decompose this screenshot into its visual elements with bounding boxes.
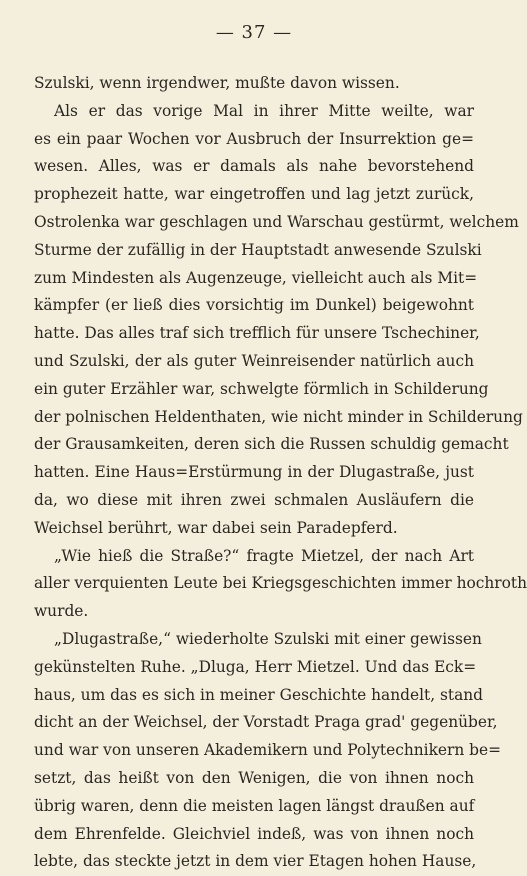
- text-line: „Wie hieß die Straße?“ fragte Mietzel, der nach Art: [54, 546, 474, 565]
- text-line: hatte. Das alles traf sich trefflich für unsere Tschechiner,: [34, 324, 480, 343]
- text-line: zum Mindesten als Augenzeuge, vielleicht auch als Mit=: [34, 268, 478, 287]
- text-line: Ostrolenka war geschlagen und Warschau gestürmt, welchem: [34, 212, 519, 231]
- text-line: der polnischen Heldenthaten, wie nicht minder in Schilderung: [34, 407, 523, 426]
- page-number: — 37 —: [215, 22, 293, 43]
- text-line: kämpfer (er ließ dies vorsichtig im Dunkel) beigewohnt: [34, 296, 474, 315]
- text-line: Weichsel berührt, war dabei sein Paradepferd.: [34, 518, 398, 537]
- body-text: [34, 70, 527, 876]
- text-line: Sturme der zufällig in der Hauptstadt anwesende Szulski: [34, 240, 482, 259]
- text-line: da, wo diese mit ihren zwei schmalen Ausläufern die: [34, 490, 474, 509]
- text-line: dem Ehrenfelde. Gleichviel indeß, was von ihnen noch: [34, 824, 474, 843]
- text-line: dicht an der Weichsel, der Vorstadt Praga grad' gegenüber,: [34, 713, 498, 732]
- text-line: lebte, das steckte jetzt in dem vier Etagen hohen Hause,: [34, 852, 477, 871]
- text-line: hatten. Eine Haus=Erstürmung in der Dlugastraße, just: [34, 463, 474, 482]
- text-line: haus, um das es sich in meiner Geschichte handelt, stand: [34, 685, 484, 704]
- text-line: „Dlugastraße,“ wiederholte Szulski mit einer gewissen: [54, 629, 482, 648]
- text-line: übrig waren, denn die meisten lagen längst draußen auf: [34, 796, 475, 815]
- text-line: wurde.: [34, 602, 89, 621]
- text-line: ein guter Erzähler war, schwelgte förmlich in Schilderung: [34, 379, 489, 398]
- text-line: der Grausamkeiten, deren sich die Russen schuldig gemacht: [34, 435, 509, 454]
- text-line: es ein paar Wochen vor Ausbruch der Insurrektion ge=: [34, 129, 474, 148]
- text-line: und war von unseren Akademikern und Polytechnikern be=: [34, 741, 502, 760]
- text-line: Szulski, wenn irgendwer, mußte davon wissen.: [34, 74, 400, 92]
- text-line: setzt, das heißt von den Wenigen, die von ihnen noch: [34, 768, 474, 787]
- text-line: und Szulski, der als guter Weinreisender natürlich auch: [34, 351, 474, 370]
- text-line: Als er das vorige Mal in ihrer Mitte weilte, war: [54, 101, 474, 120]
- text-line: prophezeit hatte, war eingetroffen und lag jetzt zurück,: [34, 185, 474, 204]
- text-line: gekünstelten Ruhe. „Dluga, Herr Mietzel. Und das Eck=: [34, 657, 477, 676]
- text-line: aller verquienten Leute bei Kriegsgeschichten immer hochroth: [34, 574, 527, 593]
- text-line: wesen. Alles, was er damals als nahe bevorstehend: [34, 157, 474, 176]
